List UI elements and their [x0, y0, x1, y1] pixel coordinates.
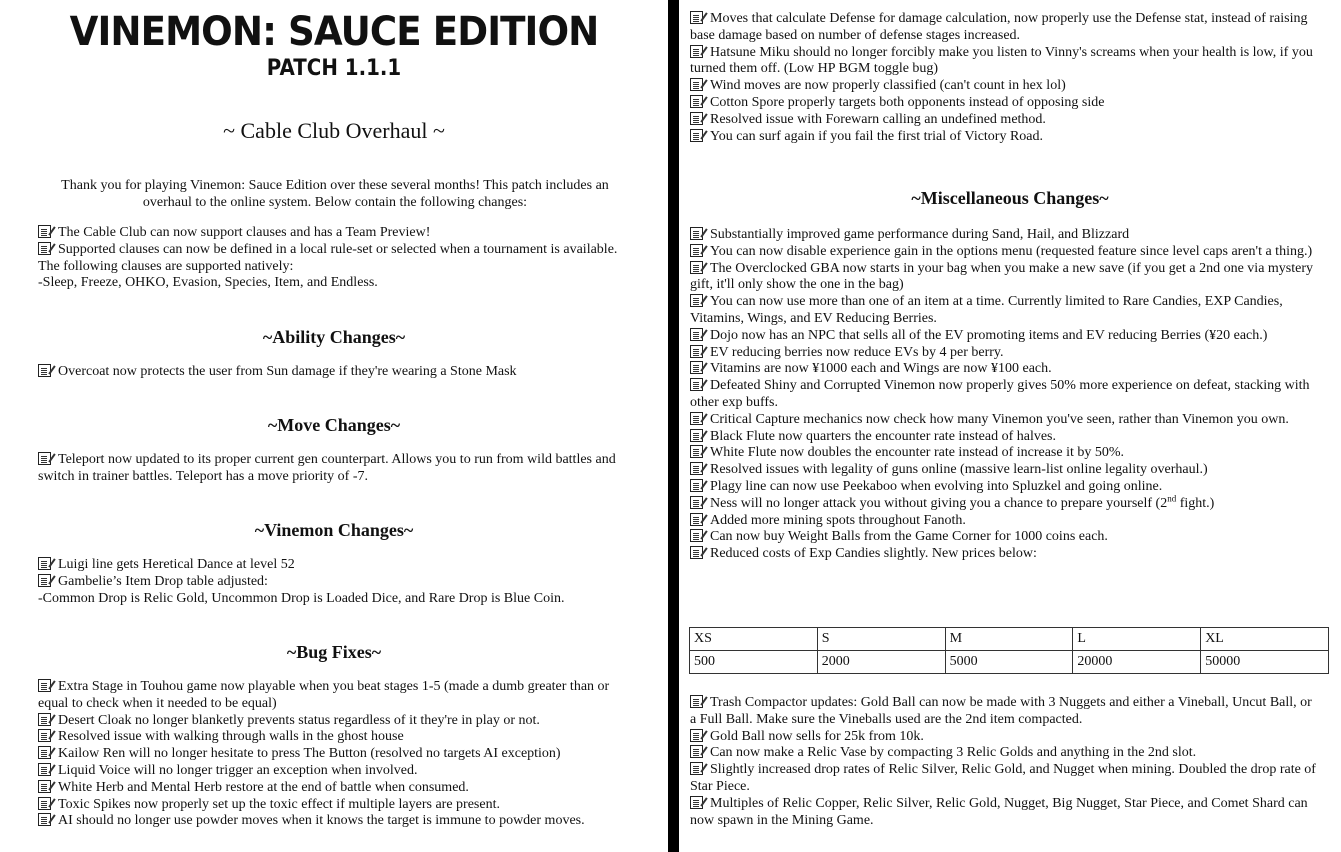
list-item: Resolved issue with walking through walls in the ghost house — [38, 729, 638, 746]
memo-icon — [690, 529, 703, 542]
list-item: Desert Cloak no longer blanketly prevents status regardless of it they're in play or not. — [38, 713, 638, 730]
memo-icon — [38, 225, 51, 238]
memo-icon — [690, 244, 703, 257]
table-cell: 5000 — [945, 651, 1073, 674]
clause-list: -Sleep, Freeze, OHKO, Evasion, Species, Item, and Endless. — [38, 275, 378, 291]
memo-icon — [690, 112, 703, 125]
list-item: Overcoat now protects the user from Sun damage if they're wearing a Stone Mask — [38, 364, 638, 381]
list-item: Hatsune Miku should no longer forcibly make you listen to Vinny's screams when your health is low, if you turned them off. (Low HP BGM toggle bug) — [690, 44, 1313, 77]
memo-icon — [690, 695, 703, 708]
move-changes-list — [38, 452, 638, 486]
move-changes-heading: ~Move Changes~ — [267, 415, 401, 435]
memo-icon — [690, 546, 703, 559]
page-title: VINEMON: SAUCE EDITION — [69, 9, 599, 55]
memo-icon — [38, 242, 51, 255]
table-cell: M — [945, 628, 1073, 651]
memo-icon — [38, 797, 51, 810]
list-item: You can surf again if you fail the first trial of Victory Road. — [690, 129, 1320, 146]
list-item: Supported clauses can now be defined in a local rule-set or selected when a tournament is available. The following clauses are supported natively: — [38, 241, 618, 274]
ability-changes-heading: ~Ability Changes~ — [262, 327, 406, 347]
drop-table-detail: -Common Drop is Relic Gold, Uncommon Drop is Loaded Dice, and Rare Drop is Blue Coin. — [38, 590, 565, 606]
ability-changes-list — [38, 364, 638, 381]
list-item: Reduced costs of Exp Candies slightly. New prices below: — [690, 546, 1320, 563]
list-item: Black Flute now quarters the encounter rate instead of halves. — [690, 429, 1320, 446]
memo-icon — [690, 729, 703, 742]
list-item: Gambelie’s Item Drop table adjusted: — [38, 574, 638, 591]
list-item: Added more mining spots throughout Fanoth. — [690, 513, 1320, 530]
memo-icon — [38, 763, 51, 776]
table-cell: S — [817, 628, 945, 651]
vinemon-changes-list — [38, 557, 638, 607]
list-item: The Cable Club can now support clauses and has a Team Preview! — [38, 225, 638, 242]
list-item: Gold Ball now sells for 25k from 10k. — [690, 729, 1320, 746]
list-item: Resolved issues with legality of guns online (massive learn-list online legality overhaul.) — [690, 462, 1320, 479]
memo-icon — [690, 762, 703, 775]
table-row — [690, 651, 1329, 674]
memo-icon — [690, 378, 703, 391]
list-item: Slightly increased drop rates of Relic Silver, Relic Gold, and Nugget when mining. Doubled the drop rate of Star Piece. — [690, 762, 1316, 794]
memo-icon — [38, 679, 51, 692]
list-item: Plagy line can now use Peekaboo when evolving into Spluzkel and going online. — [690, 479, 1320, 496]
memo-icon — [690, 95, 703, 108]
memo-icon — [38, 780, 51, 793]
list-item: The Overclocked GBA now starts in your bag when you make a new save (if you get a 2nd one via mystery gift, it'll only show the one in the bag) — [690, 260, 1314, 293]
misc-changes-heading: ~Miscellaneous Changes~ — [911, 188, 1109, 208]
table-row — [690, 628, 1329, 651]
cable-club-list — [38, 225, 638, 292]
list-item: Toxic Spikes now properly set up the toxic effect if multiple layers are present. — [38, 797, 638, 814]
list-item: Can now make a Relic Vase by compacting 3 Relic Golds and anything in the 2nd slot. — [690, 745, 1320, 762]
memo-icon — [690, 361, 703, 374]
list-item: Kailow Ren will no longer hesitate to press The Button (resolved no targets AI exception) — [38, 746, 638, 763]
exp-candy-price-table — [689, 627, 1329, 674]
memo-icon — [38, 713, 51, 726]
right-column — [679, 0, 1341, 852]
memo-icon — [690, 745, 703, 758]
table-cell: 500 — [690, 651, 818, 674]
memo-icon — [690, 796, 703, 809]
list-item: AI should no longer use powder moves when it knows the target is immune to powder moves. — [38, 813, 638, 830]
memo-icon — [690, 445, 703, 458]
list-item: You can now use more than one of an item at a time. Currently limited to Rare Candies, EXP Candies, Vitamins, Wings, and EV Reducing Berries. — [690, 294, 1283, 326]
list-item: EV reducing berries now reduce EVs by 4 per berry. — [690, 345, 1320, 362]
memo-icon — [690, 129, 703, 142]
bug-fixes-list — [38, 679, 638, 830]
memo-icon — [690, 294, 703, 307]
memo-icon — [690, 78, 703, 91]
memo-icon — [690, 345, 703, 358]
list-item: Can now buy Weight Balls from the Game Corner for 1000 coins each. — [690, 529, 1320, 546]
memo-icon — [690, 462, 703, 475]
memo-icon — [38, 729, 51, 742]
cable-club-heading: ~ Cable Club Overhaul ~ — [223, 118, 445, 143]
misc-changes-list — [690, 227, 1320, 563]
table-cell: 50000 — [1201, 651, 1329, 674]
column-divider — [668, 0, 679, 852]
memo-icon — [690, 45, 703, 58]
list-item: Ness will no longer attack you without giving you a chance to prepare yourself (2nd fight.) — [690, 496, 1320, 513]
list-item: Resolved issue with Forewarn calling an undefined method. — [690, 112, 1320, 129]
intro-paragraph: Thank you for playing Vinemon: Sauce Edition over these several months! This patch includes an overhaul to the online system. Below contain the following changes: — [61, 178, 609, 210]
list-item: You can now disable experience gain in the options menu (requested feature since level caps aren't a thing.) — [690, 244, 1320, 261]
patch-subtitle: PATCH 1.1.1 — [266, 56, 402, 81]
list-item: Vitamins are now ¥1000 each and Wings are now ¥100 each. — [690, 361, 1320, 378]
memo-icon — [38, 746, 51, 759]
trash-compactor-list — [690, 695, 1320, 829]
list-item: Moves that calculate Defense for damage calculation, now properly use the Defense stat, instead of raising base damage based on number of defense stages increased. — [690, 11, 1308, 43]
list-item: Critical Capture mechanics now check how many Vinemon you've seen, rather than Vinemon you own. — [690, 412, 1320, 429]
memo-icon — [38, 574, 51, 587]
list-item: Trash Compactor updates: Gold Ball can now be made with 3 Nuggets and either a Vineball, Uncut Ball, or a Full Ball. Make sure the Vineballs used are the 2nd item compacted. — [690, 695, 1312, 727]
list-item: Wind moves are now properly classified (can't count in hex lol) — [690, 78, 1320, 95]
table-cell: XS — [690, 628, 818, 651]
table-cell: 2000 — [817, 651, 945, 674]
memo-icon — [690, 429, 703, 442]
memo-icon — [690, 412, 703, 425]
list-item: Multiples of Relic Copper, Relic Silver, Relic Gold, Nugget, Big Nugget, Star Piece, and Comet Shard can now spawn in the Mining Game. — [690, 795, 1308, 828]
table-cell: 20000 — [1073, 651, 1201, 674]
memo-icon — [38, 364, 51, 377]
memo-icon — [38, 452, 51, 465]
memo-icon — [690, 11, 703, 24]
vinemon-changes-heading: ~Vinemon Changes~ — [254, 520, 414, 540]
memo-icon — [38, 557, 51, 570]
memo-icon — [690, 261, 703, 274]
memo-icon — [690, 496, 703, 509]
list-item: Liquid Voice will no longer trigger an exception when involved. — [38, 763, 638, 780]
bug-fixes-continued-list — [690, 11, 1320, 145]
table-cell: L — [1073, 628, 1201, 651]
list-item: Defeated Shiny and Corrupted Vinemon now properly gives 50% more experience on defeat, stacking with other exp buffs. — [690, 378, 1310, 410]
list-item: Cotton Spore properly targets both opponents instead of opposing side — [690, 95, 1320, 112]
list-item: Extra Stage in Touhou game now playable when you beat stages 1-5 (made a dumb greater than or equal to check when it needed to be equal) — [38, 679, 610, 711]
left-column — [0, 0, 668, 852]
memo-icon — [38, 813, 51, 826]
list-item: Dojo now has an NPC that sells all of the EV promoting items and EV reducing Berries (¥20 each.) — [690, 328, 1320, 345]
memo-icon — [690, 227, 703, 240]
list-item: White Herb and Mental Herb restore at the end of battle when consumed. — [38, 780, 638, 797]
table-cell: XL — [1201, 628, 1329, 651]
bug-fixes-heading: ~Bug Fixes~ — [286, 642, 382, 662]
memo-icon — [690, 328, 703, 341]
list-item: Substantially improved game performance during Sand, Hail, and Blizzard — [690, 227, 1320, 244]
list-item: Teleport now updated to its proper current gen counterpart. Allows you to run from wild battles and switch in trainer battles. Teleport has a move priority of -7. — [38, 452, 616, 484]
memo-icon — [690, 513, 703, 526]
list-item: Luigi line gets Heretical Dance at level 52 — [38, 557, 638, 574]
memo-icon — [690, 479, 703, 492]
list-item: White Flute now doubles the encounter rate instead of increase it by 50%. — [690, 445, 1320, 462]
